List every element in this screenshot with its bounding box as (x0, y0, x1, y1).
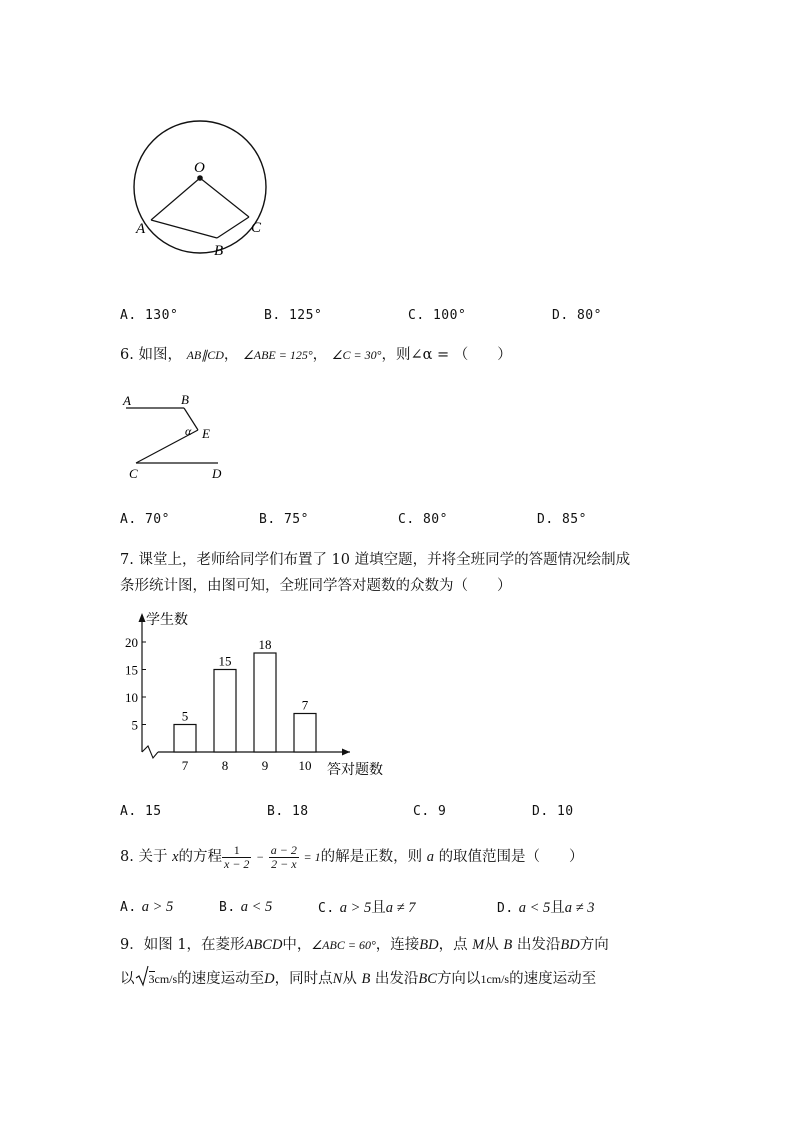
q7-option-d[interactable]: D. 10 (532, 804, 574, 819)
bar-value-label: 5 (181, 708, 189, 724)
y-tick-label: 5 (131, 717, 138, 733)
segment-oa (151, 178, 200, 220)
q6-stem (120, 343, 512, 364)
bar (254, 653, 276, 752)
x-tick-label: 7 (181, 758, 189, 773)
q9-point-m: M (472, 937, 485, 953)
segment-bc (217, 217, 249, 238)
q9-point-d: D (264, 971, 275, 987)
q9-text-direction: 方向 (579, 937, 609, 953)
q8-fraction-1-numerator: 1 (222, 844, 251, 858)
label-e: E (202, 426, 210, 441)
q8-text-solution: 的解是正数，则 (320, 849, 423, 865)
y-tick-label: 15 (125, 662, 138, 678)
bar-value-label: 7 (301, 697, 309, 713)
q5-option-b[interactable]: B. 125° (264, 308, 323, 323)
label-a: A (136, 221, 146, 237)
q8-option-d-label: D. (497, 901, 514, 916)
y-tick-label: 10 (125, 690, 138, 705)
q8-option-a-label: A. (120, 900, 137, 915)
q8-option-c-and: 且 (371, 900, 386, 916)
q9-text-same-time: ，同时点 (274, 971, 333, 987)
q8-option-c-label: C. (318, 901, 335, 916)
circle-figure (120, 105, 280, 270)
q6-option-a[interactable]: A. 70° (120, 512, 170, 527)
bar (214, 670, 236, 753)
x-tick-label: 8 (221, 758, 229, 773)
q9-segment-bd: BD (419, 937, 439, 953)
q8-option-c[interactable] (318, 896, 416, 917)
q8-var-x: x (172, 849, 179, 865)
q8-fraction-1-denominator: x − 2 (224, 856, 250, 871)
q8-option-c-value-1: a > 5 (339, 900, 372, 916)
q8-option-b[interactable] (219, 896, 272, 916)
q8-rhs: = 1 (303, 850, 321, 864)
q9-text-in: 中， (282, 937, 312, 953)
q9-text-intro: 9．如图 1，在菱形 (120, 937, 245, 953)
label-alpha: α (185, 424, 192, 438)
center-dot (197, 175, 203, 181)
q9-text-speed: 的速度运动至 (177, 971, 265, 987)
q6-option-c[interactable]: C. 80° (398, 512, 448, 527)
label-b: B (214, 243, 224, 259)
label-c: C (129, 466, 138, 481)
y-axis-label: 学生数 (146, 613, 188, 628)
q9-text-from-2: 从 (342, 971, 357, 987)
q6-number: 6. 如图， (120, 347, 182, 363)
q5-option-a[interactable]: A. 130° (120, 308, 179, 323)
label-c: C (251, 220, 262, 236)
q8-option-a[interactable] (120, 896, 173, 916)
q9-text-connect: ，连接 (375, 937, 420, 953)
q6-condition-angle-c: ∠C = 30° (331, 348, 382, 362)
q9-text-with: 以 (120, 971, 135, 987)
bar-value-label: 18 (258, 637, 272, 652)
q7-option-c[interactable]: C. 9 (413, 804, 447, 819)
q8-text-equation: 的方程 (178, 849, 222, 865)
y-axis-arrow-icon (139, 613, 146, 622)
x-axis-arrow-icon (342, 749, 350, 756)
q6-condition-parallel: AB∥CD (186, 348, 224, 362)
q8-option-a-value: a > 5 (141, 899, 174, 915)
q9-text-point: ，点 (438, 937, 468, 953)
q9-line-1 (120, 933, 609, 954)
x-tick-label: 10 (298, 758, 312, 773)
parallel-lines-figure (118, 390, 238, 482)
q9-point-b: B (503, 937, 513, 953)
q6-question: ，则∠α = （ ） (381, 347, 512, 363)
q9-segment-bc: BC (418, 971, 437, 987)
segment-oc (200, 178, 249, 217)
q6-condition-angle-abe: ∠ABE = 125° (243, 348, 313, 362)
label-a: A (123, 393, 131, 408)
q6-separator-1: ， (223, 347, 239, 363)
q6-separator-2: ， (312, 347, 328, 363)
label-b: B (181, 392, 189, 407)
q8-number: 8. 关于 (120, 849, 168, 865)
q7-line-1: 7. 课堂上，老师给同学们布置了 10 道填空题，并将全班同学的答题情况绘制成 (120, 552, 631, 568)
q8-option-d-value-1: a < 5 (518, 900, 551, 916)
q9-point-n: N (332, 971, 343, 987)
x-axis-label: 答对题数 (327, 763, 383, 778)
bar (174, 725, 196, 753)
q9-unit: cm/s (154, 972, 178, 986)
bar-chart (118, 605, 408, 785)
q7-line-2: 条形统计图，由图可知，全班同学答对题数的众数为（ ） (120, 578, 512, 594)
q9-text-to: 的速度运动至 (509, 971, 597, 987)
axis-break-icon (142, 746, 158, 758)
q8-option-c-value-2: a ≠ 7 (385, 900, 416, 916)
q8-option-b-value: a < 5 (240, 899, 273, 915)
q6-option-b[interactable]: B. 75° (259, 512, 309, 527)
q7-option-a[interactable]: A. 15 (120, 804, 162, 819)
q8-fraction-2 (269, 844, 299, 871)
bar (294, 714, 316, 753)
q9-speed-n: 1cm/s (480, 972, 510, 986)
q9-sqrt-radicand: 3 (148, 972, 155, 986)
q8-fraction-2-numerator: a − 2 (270, 842, 297, 857)
y-tick-label: 20 (125, 635, 138, 650)
sqrt-icon (135, 965, 149, 991)
q5-option-d[interactable]: D. 80° (552, 308, 602, 323)
label-o: O (194, 160, 205, 176)
q9-rhombus-name: ABCD (244, 937, 283, 953)
q9-text-along: 出发沿 (516, 937, 561, 953)
x-tick-label: 9 (261, 758, 269, 773)
q9-angle-abc: ∠ABC = 60° (311, 938, 376, 952)
q9-point-b-2: B (361, 971, 371, 987)
q9-line-2 (120, 965, 596, 991)
segment-ab (151, 220, 217, 238)
q8-option-d-and: 且 (550, 900, 565, 916)
q8-var-a: a (426, 849, 434, 865)
q8-option-d[interactable] (497, 896, 595, 917)
q8-minus: − (256, 850, 265, 864)
q8-option-d-value-2: a ≠ 3 (564, 900, 595, 916)
q6-option-d[interactable]: D. 85° (537, 512, 587, 527)
q9-segment-bd-2: BD (560, 937, 580, 953)
q7-option-b[interactable]: B. 18 (267, 804, 309, 819)
q9-text-along-2: 出发沿 (374, 971, 419, 987)
q9-text-from: 从 (484, 937, 499, 953)
q8-stem (120, 843, 584, 871)
bar-value-label: 15 (218, 653, 232, 669)
q5-option-c[interactable]: C. 100° (408, 308, 467, 323)
label-d: D (212, 466, 222, 481)
q9-text-direction-2: 方向以 (436, 971, 481, 987)
q8-text-question: 的取值范围是（ ） (438, 849, 584, 865)
q8-fraction-1 (222, 844, 251, 871)
q8-option-b-label: B. (219, 900, 236, 915)
q8-fraction-2-denominator: 2 − x (271, 856, 297, 871)
